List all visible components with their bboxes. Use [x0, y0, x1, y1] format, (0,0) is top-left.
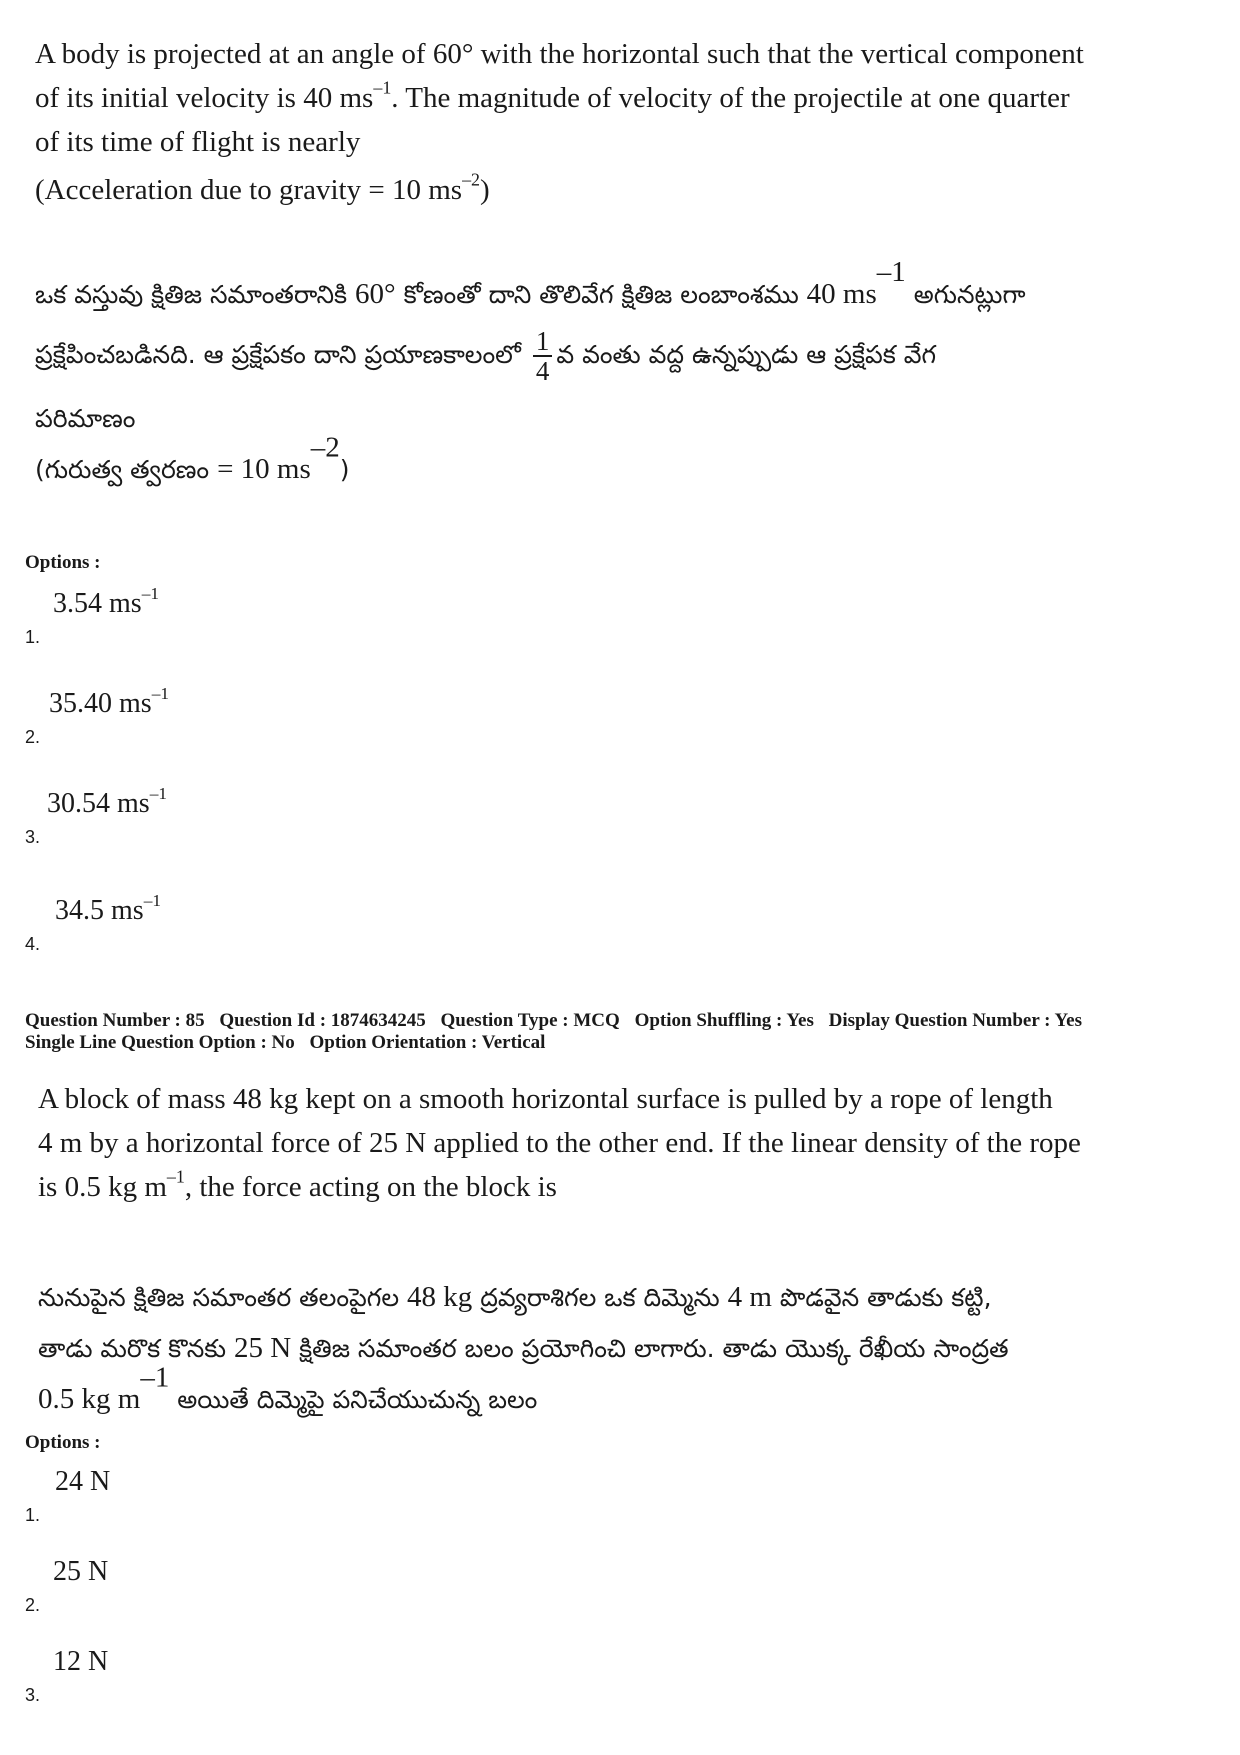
- q84-te-line-2: [35, 315, 1155, 395]
- q84-option-3-text: 30.54 ms: [47, 788, 150, 819]
- q84-te-line-3: పరిమాణం: [35, 403, 136, 433]
- q85-en-line-3b: , the force acting on the block is: [184, 1171, 557, 1203]
- one-quarter-fraction: [533, 327, 553, 385]
- q85-option-3[interactable]: [25, 1646, 425, 1706]
- q84-en-line-2-sup: –1: [373, 77, 392, 98]
- q84-option-1-sup: –1: [141, 583, 160, 603]
- q84-te-line-2a: ప్రక్షేపించబడినది. ఆ ప్రక్షేపకం దాని ప్రయాణకాలంలో: [35, 339, 529, 369]
- q84-english-text: [35, 32, 1155, 212]
- q84-option-4[interactable]: [25, 890, 425, 955]
- q84-option-2-text: 35.40 ms: [49, 688, 152, 719]
- q84-option-1-value: [53, 583, 160, 620]
- q85-te-line-2b: క్షితిజ సమాంతర బలం ప్రయోగించి లాగారు. తాడు యొక్క రేఖీయ సాంద్రత: [291, 1334, 1009, 1363]
- single-line-question-option: Single Line Question Option : No: [25, 1032, 295, 1053]
- q84-en-line-4b: ): [480, 174, 490, 206]
- q84-option-3-value: [47, 783, 168, 820]
- q85-te-line-3-eq: 0.5 kg m: [38, 1383, 141, 1415]
- q85-options-label: Options :: [25, 1432, 101, 1453]
- fraction-numerator: 1: [533, 327, 553, 357]
- q85-te-line-1b: ద్రవ్యరాశిగల ఒక దిమ్మెను: [472, 1283, 728, 1312]
- q85-te-line-1a: నునుపైన క్షితిజ సమాంతర తలంపైగల: [38, 1283, 408, 1312]
- q85-option-2-number: 2.: [25, 1595, 41, 1615]
- q84-option-4-text: 34.5 ms: [55, 895, 144, 926]
- q85-te-line-3-sup: –1: [140, 1361, 170, 1394]
- q84-te-line-4a: (గురుత్వ త్వరణం: [35, 454, 218, 484]
- q84-option-2-number: 2.: [25, 727, 41, 747]
- q85-te-line-2-eq: 25 N: [233, 1332, 292, 1364]
- q85-meta-line-1: [25, 1010, 1225, 1032]
- q85-telugu-text: [38, 1272, 1158, 1425]
- option-shuffling: Option Shuffling : Yes: [634, 1010, 814, 1031]
- option-orientation: Option Orientation : Vertical: [309, 1032, 546, 1053]
- q84-option-2-value: [49, 683, 170, 720]
- q85-en-line-3-sup: –1: [166, 1166, 185, 1187]
- q85-option-2-value: 25 N: [53, 1556, 109, 1587]
- q85-te-line-1c: పొడవైన తాడుకు కట్టి,: [771, 1283, 992, 1312]
- q84-option-3[interactable]: [25, 783, 425, 848]
- q84-te-line-1b: కోణంతో దాని తొలివేగ క్షితిజ లంబాంశము: [395, 279, 807, 309]
- q84-en-line-3: of its time of flight is nearly: [35, 126, 361, 158]
- q84-option-3-sup: –1: [149, 783, 168, 803]
- q84-option-1-number: 1.: [25, 627, 41, 647]
- q84-en-line-4-sup: –2: [462, 169, 481, 190]
- q85-te-line-3b: అయితే దిమ్మెపై పనిచేయుచున్న బలం: [169, 1385, 538, 1414]
- q85-english-text: [38, 1077, 1158, 1209]
- q85-en-line-1: A block of mass 48 kg kept on a smooth horizontal surface is pulled by a rope of length: [38, 1083, 1053, 1115]
- q84-en-line-4a: (Acceleration due to gravity = 10 ms: [35, 174, 463, 206]
- question-number: Question Number : 85: [25, 1010, 205, 1031]
- q85-option-1-value: 24 N: [55, 1466, 111, 1497]
- q85-meta-line-2: [25, 1032, 1225, 1054]
- q85-option-3-value: 12 N: [53, 1646, 109, 1677]
- question-type: Question Type : MCQ: [440, 1010, 620, 1031]
- q84-option-1-text: 3.54 ms: [53, 588, 142, 619]
- q84-option-4-number: 4.: [25, 934, 41, 954]
- q84-te-line-4-eq: = 10 ms: [217, 452, 311, 485]
- q84-te-line-4-sup: –2: [310, 431, 340, 463]
- q84-en-line-1: A body is projected at an angle of 60° with the horizontal such that the vertical component: [35, 38, 1084, 70]
- q84-telugu-text: [35, 256, 1155, 496]
- q84-en-line-4: [35, 168, 1155, 212]
- q84-option-2-sup: –1: [151, 683, 170, 703]
- q84-te-line-1-eq2: 40 ms: [806, 277, 877, 310]
- q85-en-line-3: [38, 1165, 1158, 1209]
- q84-te-line-4b: ): [339, 454, 350, 484]
- q85-te-line-2: [38, 1323, 1158, 1374]
- q84-option-2[interactable]: [25, 683, 425, 748]
- q84-option-1[interactable]: [25, 583, 425, 648]
- q84-option-4-value: [55, 890, 162, 927]
- q84-te-line-4: [35, 431, 1155, 496]
- q85-metadata: [25, 1010, 1225, 1054]
- q85-option-3-number: 3.: [25, 1685, 41, 1705]
- q84-te-line-2b: వ వంతు వద్ద ఉన్నప్పుడు ఆ ప్రక్షేపక వేగ: [556, 339, 937, 369]
- fraction-denominator: 4: [535, 355, 550, 386]
- display-question-number: Display Question Number : Yes: [828, 1010, 1082, 1031]
- q84-option-4-sup: –1: [143, 890, 162, 910]
- q85-te-line-1-eq1: 48 kg: [407, 1281, 473, 1313]
- q85-te-line-1-eq2: 4 m: [727, 1281, 772, 1313]
- q85-en-line-2: 4 m by a horizontal force of 25 N applied to the other end. If the linear density of the rope: [38, 1127, 1081, 1159]
- q84-te-line-1-eq1: 60°: [355, 277, 396, 310]
- q84-option-3-number: 3.: [25, 827, 41, 847]
- q85-en-line-3a: is 0.5 kg m: [38, 1171, 167, 1203]
- q85-option-1[interactable]: [25, 1466, 425, 1526]
- q85-option-2[interactable]: [25, 1556, 425, 1616]
- q84-te-line-1c: అగునట్లుగా: [905, 279, 1026, 309]
- q84-en-line-2a: of its initial velocity is 40 ms: [35, 82, 374, 114]
- q84-te-line-1a: ఒక వస్తువు క్షితిజ సమాంతరానికి: [35, 279, 356, 309]
- question-id: Question Id : 1874634245: [219, 1010, 426, 1031]
- q84-options-label: Options :: [25, 552, 101, 573]
- q85-te-line-3: [38, 1361, 1158, 1425]
- q85-option-1-number: 1.: [25, 1505, 41, 1525]
- q84-te-line-1-sup: –1: [876, 256, 906, 288]
- q85-te-line-1: [38, 1272, 1158, 1323]
- q84-en-line-2: [35, 76, 1155, 120]
- q85-te-line-2a: తాడు మరొక కొనకు: [38, 1334, 234, 1363]
- q84-te-line-1: [35, 256, 1155, 315]
- q84-en-line-2b: . The magnitude of velocity of the projectile at one quarter: [391, 82, 1070, 114]
